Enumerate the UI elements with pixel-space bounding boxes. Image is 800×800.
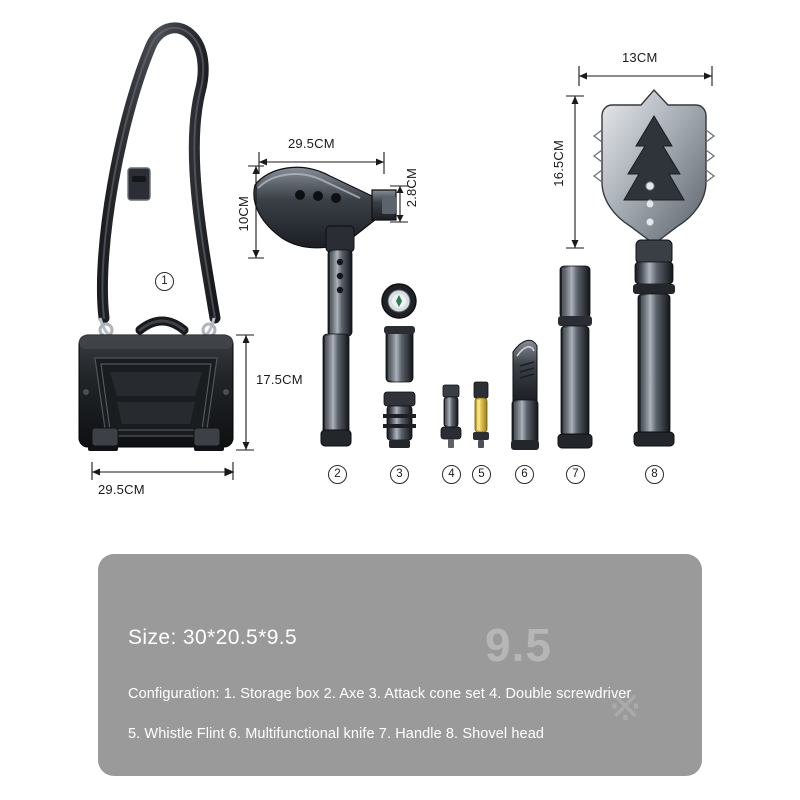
multifunctional-knife-part	[511, 340, 539, 450]
whistle-flint-part	[473, 382, 489, 448]
callout-8-shovel-head[interactable]: 8	[645, 465, 664, 484]
dimension-label-shovel-height: 16.5CM	[551, 140, 566, 187]
callout-7-handle[interactable]: 7	[566, 465, 585, 484]
double-screwdriver-part	[441, 385, 461, 448]
info-panel	[98, 554, 702, 776]
configuration-line-2: 5. Whistle Flint 6. Multifunctional knife 7. Handle 8. Shovel head	[128, 726, 545, 742]
storage-box	[79, 335, 233, 451]
shovel-head-part	[594, 90, 714, 446]
dimension-label-axe-head-thickness: 2.8CM	[404, 168, 419, 208]
callout-4-double-screwdriver[interactable]: 4	[442, 465, 461, 484]
dimension-label-axe-length: 29.5CM	[288, 136, 335, 151]
watermark-decoration: ※	[608, 685, 642, 729]
callout-6-multifunctional-knife[interactable]: 6	[515, 465, 534, 484]
dimension-label-shovel-width: 13CM	[622, 50, 658, 65]
attack-cone-set-part	[382, 284, 416, 448]
callout-3-attack-cone-set[interactable]: 3	[390, 465, 409, 484]
callout-5-whistle-flint[interactable]: 5	[472, 465, 491, 484]
handle-part	[558, 266, 592, 448]
configuration-line-1: Configuration: 1. Storage box 2. Axe 3. Attack cone set 4. Double screwdriver	[128, 686, 632, 702]
axe-part	[254, 167, 396, 446]
callout-1-storage-box[interactable]: 1	[155, 272, 174, 291]
size-label: Size: 30*20.5*9.5	[128, 626, 298, 649]
watermark-size-text: 9.5	[485, 619, 552, 671]
callout-2-axe[interactable]: 2	[328, 465, 347, 484]
dimension-label-case-height: 17.5CM	[256, 372, 303, 387]
dimension-label-case-width: 29.5CM	[98, 482, 145, 497]
dimension-label-axe-head-height: 10CM	[236, 196, 251, 232]
strap-buckle	[128, 168, 150, 200]
